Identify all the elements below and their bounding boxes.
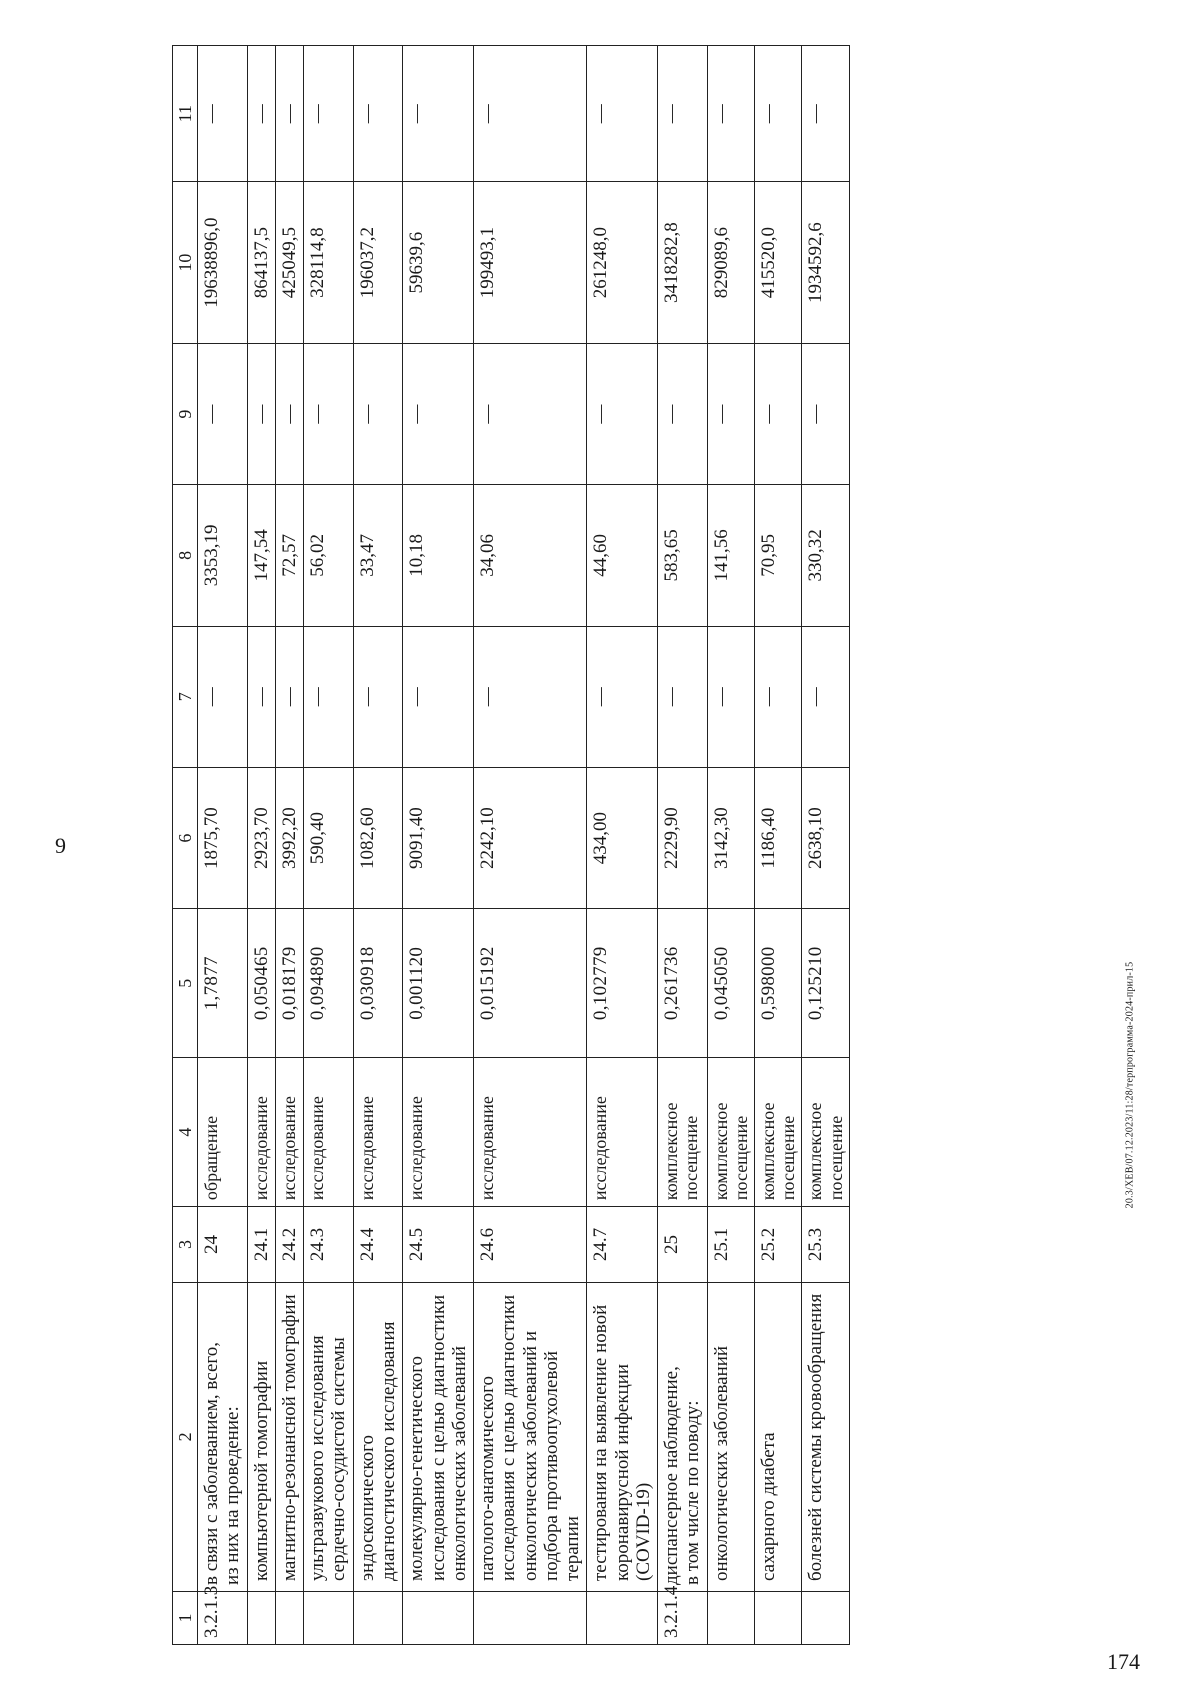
- table-row: [353, 46, 403, 1645]
- volume-cell: 1,7877: [198, 909, 248, 1058]
- col7-cell: —: [198, 626, 248, 767]
- table-body: [198, 46, 850, 1645]
- description-cell: молекулярно-генетического исследования с целью диагностики онкологических заболеваний: [403, 1282, 474, 1591]
- unit-cell: исследование: [304, 1058, 354, 1207]
- table-row: [707, 46, 754, 1645]
- cost-per-unit-cell: 590,40: [304, 767, 354, 908]
- cost-per-unit-cell: 2242,10: [474, 767, 587, 908]
- cost-per-unit-cell: 3992,20: [275, 767, 303, 908]
- table-row: [247, 46, 275, 1645]
- cost-per-unit-cell: 2229,90: [658, 767, 708, 908]
- cost-per-unit-cell: 1082,60: [353, 767, 403, 908]
- cost-per-unit-cell: 3142,30: [707, 767, 754, 908]
- volume-cell: 0,045050: [707, 909, 754, 1058]
- section-cell: [247, 1592, 275, 1645]
- section-cell: 3.2.1.4: [658, 1592, 708, 1645]
- unit-cell: комплексное посещение: [755, 1058, 802, 1207]
- volume-cell: 0,018179: [275, 909, 303, 1058]
- col11-cell: —: [403, 46, 474, 182]
- unit-cell: исследование: [474, 1058, 587, 1207]
- col11-cell: —: [304, 46, 354, 182]
- section-cell: [353, 1592, 403, 1645]
- per-capita-cell: 56,02: [304, 485, 354, 626]
- column-header-5: 5: [173, 909, 198, 1058]
- section-cell: 3.2.1.3: [198, 1592, 248, 1645]
- total-cost-cell: 261248,0: [587, 182, 658, 344]
- col9-cell: —: [353, 343, 403, 484]
- per-capita-cell: 583,65: [658, 485, 708, 626]
- col11-cell: —: [755, 46, 802, 182]
- col9-cell: —: [304, 343, 354, 484]
- col7-cell: —: [353, 626, 403, 767]
- line-number-cell: 24.1: [247, 1207, 275, 1283]
- volume-cell: 0,001120: [403, 909, 474, 1058]
- total-cost-cell: 3418282,8: [658, 182, 708, 344]
- total-cost-cell: 19638896,0: [198, 182, 248, 344]
- volume-cell: 0,102779: [587, 909, 658, 1058]
- col7-cell: —: [802, 626, 849, 767]
- line-number-cell: 25: [658, 1207, 708, 1283]
- table-row: [755, 46, 802, 1645]
- line-number-cell: 24: [198, 1207, 248, 1283]
- cost-per-unit-cell: 1186,40: [755, 767, 802, 908]
- per-capita-cell: 147,54: [247, 485, 275, 626]
- line-number-cell: 25.1: [707, 1207, 754, 1283]
- total-cost-cell: 328114,8: [304, 182, 354, 344]
- per-capita-cell: 141,56: [707, 485, 754, 626]
- section-cell: [403, 1592, 474, 1645]
- col9-cell: —: [802, 343, 849, 484]
- description-cell: диспансерное наблюдение, в том числе по поводу:: [658, 1282, 708, 1591]
- per-capita-cell: 34,06: [474, 485, 587, 626]
- unit-cell: исследование: [403, 1058, 474, 1207]
- description-cell: ультразвукового исследования сердечно-сосудистой системы: [304, 1282, 354, 1591]
- line-number-cell: 25.3: [802, 1207, 849, 1283]
- col11-cell: —: [198, 46, 248, 182]
- col11-cell: —: [275, 46, 303, 182]
- col7-cell: —: [707, 626, 754, 767]
- section-cell: [707, 1592, 754, 1645]
- per-capita-cell: 10,18: [403, 485, 474, 626]
- volume-cell: 0,125210: [802, 909, 849, 1058]
- column-header-2: 2: [173, 1282, 198, 1591]
- col11-cell: —: [707, 46, 754, 182]
- column-header-9: 9: [173, 343, 198, 484]
- line-number-cell: 24.7: [587, 1207, 658, 1283]
- column-header-11: 11: [173, 46, 198, 182]
- column-header-4: 4: [173, 1058, 198, 1207]
- total-cost-cell: 196037,2: [353, 182, 403, 344]
- table-row: [658, 46, 708, 1645]
- col9-cell: —: [474, 343, 587, 484]
- line-number-cell: 24.3: [304, 1207, 354, 1283]
- col7-cell: —: [474, 626, 587, 767]
- col11-cell: —: [247, 46, 275, 182]
- column-header-10: 10: [173, 182, 198, 344]
- unit-cell: исследование: [275, 1058, 303, 1207]
- col9-cell: —: [198, 343, 248, 484]
- column-header-8: 8: [173, 485, 198, 626]
- volume-cell: 0,261736: [658, 909, 708, 1058]
- line-number-cell: 24.6: [474, 1207, 587, 1283]
- description-cell: онкологических заболеваний: [707, 1282, 754, 1591]
- section-cell: [802, 1592, 849, 1645]
- col7-cell: —: [587, 626, 658, 767]
- col11-cell: —: [587, 46, 658, 182]
- unit-cell: комплексное посещение: [802, 1058, 849, 1207]
- table-row: [474, 46, 587, 1645]
- column-header-3: 3: [173, 1207, 198, 1283]
- col7-cell: —: [658, 626, 708, 767]
- table-row: [198, 46, 248, 1645]
- col9-cell: —: [275, 343, 303, 484]
- unit-cell: обращение: [198, 1058, 248, 1207]
- total-cost-cell: 415520,0: [755, 182, 802, 344]
- description-cell: магнитно-резонансной томографии: [275, 1282, 303, 1591]
- column-header-6: 6: [173, 767, 198, 908]
- description-cell: патолого-анатомического исследования с целью диагностики онкологических заболеваний и подбора противоопухолевой терапии: [474, 1282, 587, 1591]
- col11-cell: —: [474, 46, 587, 182]
- col11-cell: —: [802, 46, 849, 182]
- col7-cell: —: [403, 626, 474, 767]
- tariff-table: [172, 45, 850, 1645]
- per-capita-cell: 70,95: [755, 485, 802, 626]
- total-cost-cell: 1934592,6: [802, 182, 849, 344]
- description-cell: болезней системы кровообращения: [802, 1282, 849, 1591]
- table-row: [802, 46, 849, 1645]
- description-cell: в связи с заболеванием, всего, из них на проведение:: [198, 1282, 248, 1591]
- description-cell: тестирования на выявление новой коронавирусной инфекции (COVID-19): [587, 1282, 658, 1591]
- column-header-7: 7: [173, 626, 198, 767]
- col7-cell: —: [275, 626, 303, 767]
- col7-cell: —: [755, 626, 802, 767]
- line-number-cell: 24.4: [353, 1207, 403, 1283]
- col11-cell: —: [658, 46, 708, 182]
- col7-cell: —: [304, 626, 354, 767]
- per-capita-cell: 44,60: [587, 485, 658, 626]
- per-capita-cell: 3353,19: [198, 485, 248, 626]
- column-number-row: [173, 46, 198, 1645]
- line-number-cell: 25.2: [755, 1207, 802, 1283]
- total-cost-cell: 425049,5: [275, 182, 303, 344]
- col11-cell: —: [353, 46, 403, 182]
- per-capita-cell: 330,32: [802, 485, 849, 626]
- folio-number: 174: [1107, 1649, 1140, 1674]
- table-row: [275, 46, 303, 1645]
- section-cell: [474, 1592, 587, 1645]
- cost-per-unit-cell: 434,00: [587, 767, 658, 908]
- line-number-cell: 24.5: [403, 1207, 474, 1283]
- section-cell: [304, 1592, 354, 1645]
- table-row: [403, 46, 474, 1645]
- col9-cell: —: [707, 343, 754, 484]
- total-cost-cell: 829089,6: [707, 182, 754, 344]
- unit-cell: комплексное посещение: [707, 1058, 754, 1207]
- per-capita-cell: 72,57: [275, 485, 303, 626]
- document-stamp: 20.3/ХЕВ/07.12.2023/11:28/терпрограмма-2024-прил-15: [1124, 961, 1136, 1209]
- unit-cell: комплексное посещение: [658, 1058, 708, 1207]
- unit-cell: исследование: [247, 1058, 275, 1207]
- rotated-table-container: [172, 45, 1102, 1645]
- unit-cell: исследование: [353, 1058, 403, 1207]
- col9-cell: —: [587, 343, 658, 484]
- section-cell: [587, 1592, 658, 1645]
- per-capita-cell: 33,47: [353, 485, 403, 626]
- column-header-1: 1: [173, 1592, 198, 1645]
- total-cost-cell: 199493,1: [474, 182, 587, 344]
- section-cell: [755, 1592, 802, 1645]
- total-cost-cell: 864137,5: [247, 182, 275, 344]
- volume-cell: 0,015192: [474, 909, 587, 1058]
- table-row: [587, 46, 658, 1645]
- col9-cell: —: [247, 343, 275, 484]
- cost-per-unit-cell: 9091,40: [403, 767, 474, 908]
- table-row: [304, 46, 354, 1645]
- col7-cell: —: [247, 626, 275, 767]
- description-cell: сахарного диабета: [755, 1282, 802, 1591]
- unit-cell: исследование: [587, 1058, 658, 1207]
- volume-cell: 0,030918: [353, 909, 403, 1058]
- col9-cell: —: [755, 343, 802, 484]
- volume-cell: 0,050465: [247, 909, 275, 1058]
- description-cell: эндоскопического диагностического исследования: [353, 1282, 403, 1591]
- section-cell: [275, 1592, 303, 1645]
- cost-per-unit-cell: 1875,70: [198, 767, 248, 908]
- cost-per-unit-cell: 2923,70: [247, 767, 275, 908]
- page-number-top: 9: [55, 833, 66, 858]
- total-cost-cell: 59639,6: [403, 182, 474, 344]
- col9-cell: —: [403, 343, 474, 484]
- cost-per-unit-cell: 2638,10: [802, 767, 849, 908]
- col9-cell: —: [658, 343, 708, 484]
- line-number-cell: 24.2: [275, 1207, 303, 1283]
- volume-cell: 0,598000: [755, 909, 802, 1058]
- volume-cell: 0,094890: [304, 909, 354, 1058]
- description-cell: компьютерной томографии: [247, 1282, 275, 1591]
